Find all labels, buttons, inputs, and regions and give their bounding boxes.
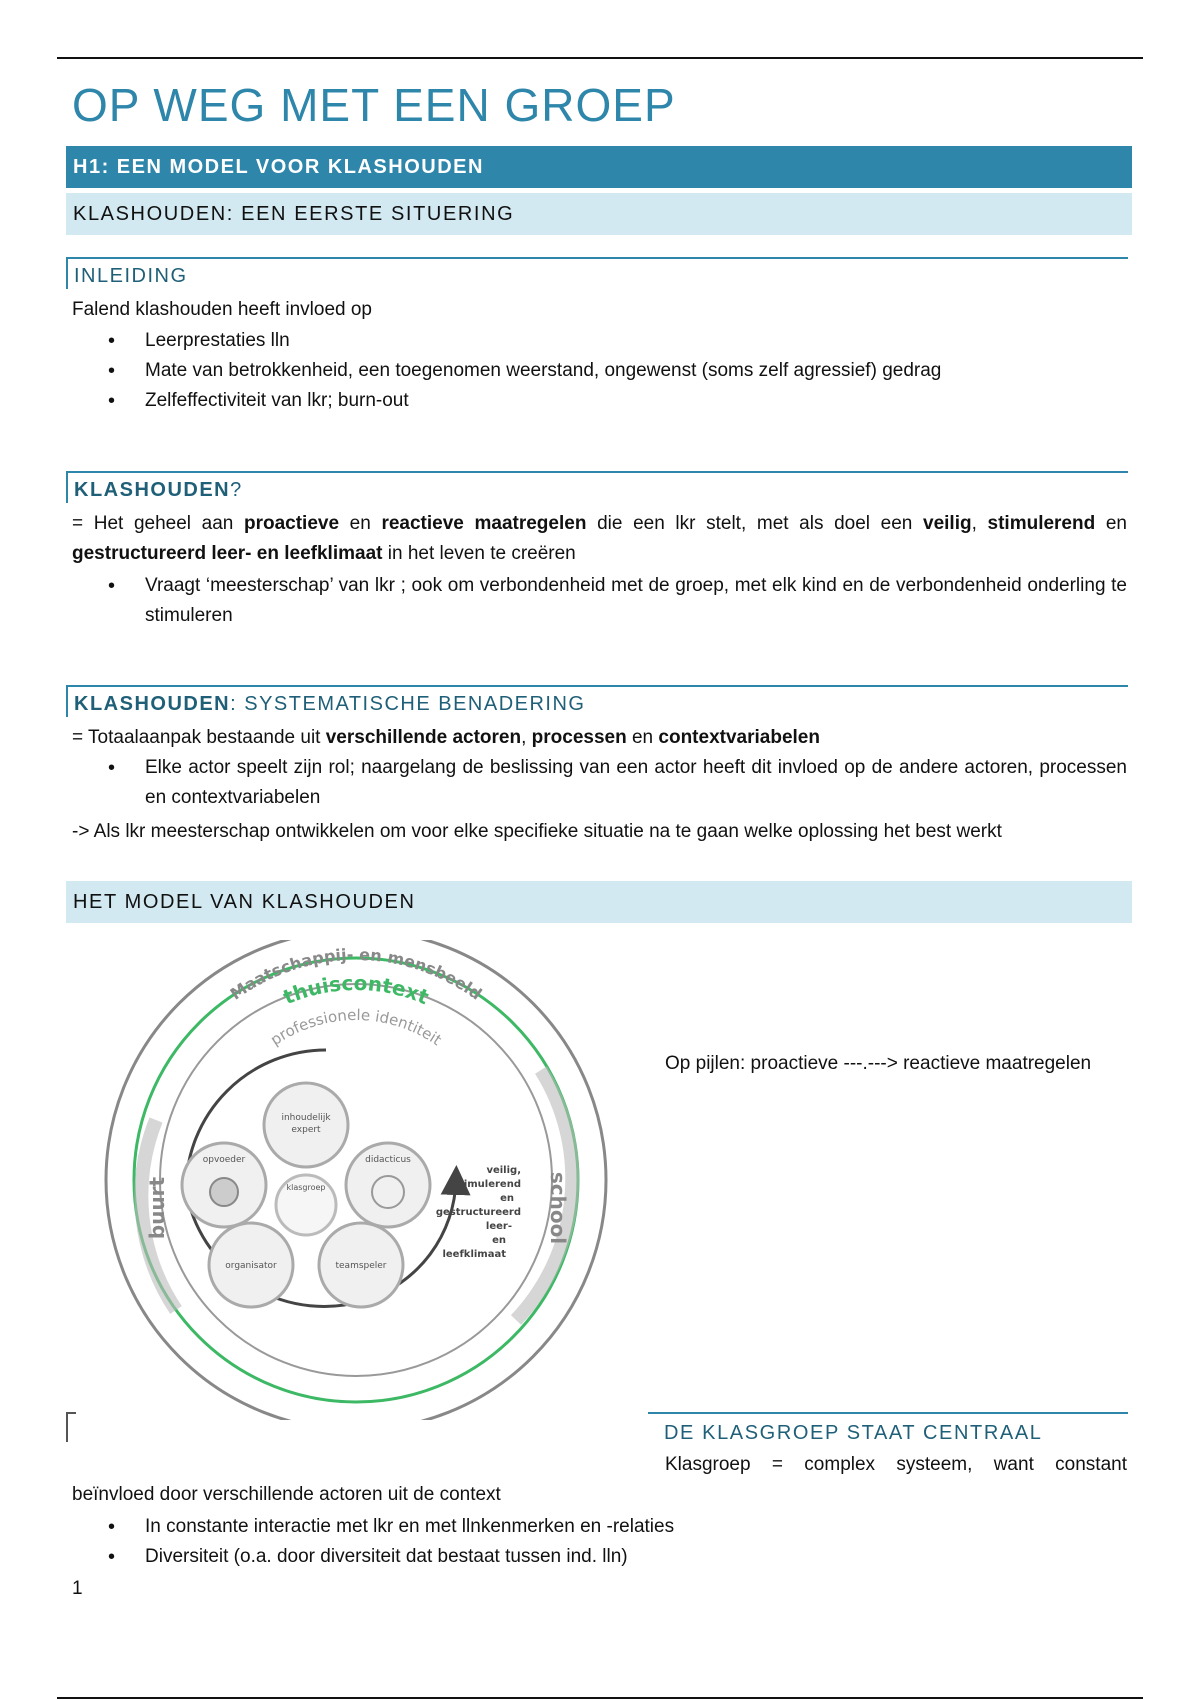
klashouden-model-diagram <box>96 940 616 1420</box>
heading-inleiding <box>66 257 1128 289</box>
bottom-rule <box>57 1697 1143 1699</box>
inleiding-list <box>72 326 941 416</box>
list-item: • Leerprestaties lln <box>72 326 941 356</box>
heading-systematisch-rest: : SYSTEMATISCHE BENADERING <box>230 693 586 715</box>
diagram-label-outer: Maatschappij- en mensbeeld <box>226 944 486 1004</box>
definition-text: en <box>1095 513 1127 534</box>
list-item: • In constante interactie met lkr en met llnkenmerken en -relaties <box>72 1512 674 1542</box>
role-label-klasgroep: klasgroep <box>286 1183 326 1192</box>
role-label-opvoeder: opvoeder <box>202 1155 246 1165</box>
definition-text: = Totaalaanpak bestaande uit <box>72 727 326 748</box>
klashouden-definition <box>72 509 1127 569</box>
systematisch-arrow-line: -> Als lkr meesterschap ontwikkelen om voor elke specifieke situatie na te gaan welke oplossing het best werkt <box>72 821 1002 842</box>
model-note: Op pijlen: proactieve ---.---> reactieve maatregelen <box>665 1053 1092 1074</box>
role-label-didacticus: didacticus <box>365 1155 411 1165</box>
definition-bold: stimulerend <box>987 513 1096 534</box>
role-label-inhoudelijk: inhoudelijk <box>281 1113 331 1123</box>
goal-line: veilig, <box>486 1165 521 1176</box>
klasgroep-line2: beïnvloed door verschillende actoren uit de context <box>72 1484 501 1505</box>
role-circles <box>182 1083 430 1307</box>
diagram-label-green: thuiscontext <box>279 970 433 1010</box>
klasgroep-line1: Klasgroep = complex systeem, want constant <box>665 1454 1127 1475</box>
list-item: • Mate van betrokkenheid, een toegenomen weerstand, ongewenst (soms zelf agressief) gedrag <box>72 356 941 386</box>
definition-bold: veilig <box>923 513 972 534</box>
page-number: 1 <box>72 1578 83 1599</box>
goal-label <box>436 1165 521 1260</box>
heading-klashouden-suffix: ? <box>230 479 243 501</box>
definition-bold: gestructureerd leer- en leefklimaat <box>72 543 383 564</box>
role-label-organisator: organisator <box>225 1261 277 1271</box>
top-rule <box>57 57 1143 59</box>
definition-text: in het leven te creëren <box>382 543 576 564</box>
definition-bold: verschillende actoren <box>325 727 522 748</box>
heading-inleiding-text: INLEIDING <box>74 265 188 287</box>
definition-text: en <box>626 727 659 748</box>
definition-bold: reactieve maatregelen <box>381 513 587 534</box>
definition-text: = Het geheel aan <box>72 513 244 534</box>
definition-text: , <box>521 727 532 748</box>
goal-line: leefklimaat <box>442 1249 506 1260</box>
systematisch-definition <box>72 723 820 753</box>
heading-klashouden-bold: KLASHOUDEN <box>74 479 231 501</box>
diagram-label-inner: professionele identiteit <box>267 1005 445 1050</box>
definition-text: en <box>339 513 382 534</box>
heading-klasgroep-text: DE KLASGROEP STAAT CENTRAAL <box>664 1422 1043 1444</box>
heading-klashouden <box>66 471 1128 503</box>
chapter-heading: H1: EEN MODEL VOOR KLASHOUDEN <box>66 146 1132 188</box>
goal-line: en <box>492 1235 506 1246</box>
definition-text: , <box>971 513 988 534</box>
list-item: • Zelfeffectiviteit van lkr; burn-out <box>72 386 941 416</box>
definition-text: die een lkr stelt, met als doel een <box>586 513 924 534</box>
section-heading-situering: KLASHOUDEN: EEN EERSTE SITUERING <box>66 193 1132 235</box>
role-label-teamspeler: teamspeler <box>335 1261 387 1271</box>
goal-line: stimulerend <box>453 1179 521 1190</box>
definition-bold: processen <box>531 727 627 748</box>
klashouden-list <box>72 571 1127 631</box>
definition-bold: proactieve <box>243 513 340 534</box>
goal-line: gestructureerd <box>435 1207 521 1218</box>
definition-bold: contextvariabelen <box>658 727 820 748</box>
list-item: • Elke actor speelt zijn rol; naargelang de beslissing van een actor heeft dit invloed op de andere actoren, processen en contextvariabelen <box>72 753 1127 813</box>
list-item: • Vraagt ‘meesterschap’ van lkr ; ook om verbondenheid met de groep, met elk kind en de verbondenheid onderling te stimuleren <box>72 571 1127 631</box>
section-heading-model: HET MODEL VAN KLASHOUDEN <box>66 881 1132 923</box>
inleiding-intro: Falend klashouden heeft invloed op <box>72 299 373 320</box>
role-label-expert: expert <box>291 1125 321 1135</box>
heading-systematisch-text <box>74 693 585 716</box>
diagram-label-buurt: buurt <box>145 1176 169 1240</box>
systematisch-list <box>72 753 1127 813</box>
goal-line: en <box>500 1193 514 1204</box>
klasgroep-list <box>72 1512 674 1572</box>
diagram-label-school: school <box>546 1171 570 1245</box>
list-item: • Diversiteit (o.a. door diversiteit dat bestaat tussen ind. lln) <box>72 1542 674 1572</box>
heading-klasgroep <box>648 1412 1128 1444</box>
goal-line: leer- <box>485 1221 512 1232</box>
page-title: OP WEG MET EEN GROEP <box>72 79 676 131</box>
opvoeder-icon <box>210 1178 238 1206</box>
heading-systematisch-bold: KLASHOUDEN <box>74 693 231 715</box>
heading-klashouden-text <box>74 479 243 502</box>
heading-systematisch <box>66 685 1128 717</box>
section-bracket <box>66 1412 76 1442</box>
